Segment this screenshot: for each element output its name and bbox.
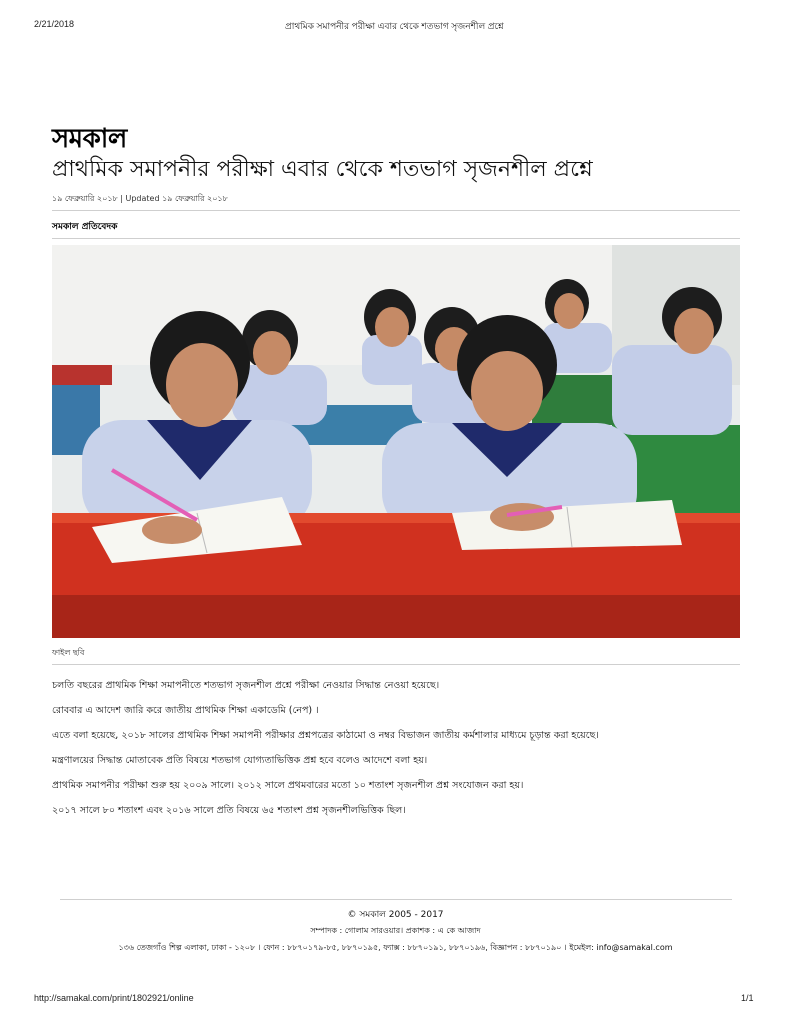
article-dateline: ১৯ ফেব্রুয়ারি ২০১৮ | Updated ১৯ ফেব্রুয়ারি ২০১৮ xyxy=(52,194,228,203)
print-date: 2/21/2018 xyxy=(34,19,75,29)
article-photo xyxy=(52,245,740,638)
footer-address-line: ১৩৬ তেজগাঁও শিল্প এলাকা, ঢাকা - ১২০৮ । ফোন : ৮৮৭০১৭৯-৮৫, ৮৮৭০১৯৫, ফ্যাক্স : ৮৮৭০১৯১, ৮৮৭০১৯৬, বিজ্ঞাপন : ৮৮৭০১৯০ । ইমেইল: info@samakal.com xyxy=(118,943,673,952)
divider xyxy=(52,664,740,665)
footer-editor-line: সম্পাদক : গোলাম সারওয়ার। প্রকাশক : এ কে আজাদ xyxy=(310,926,481,935)
article-headline: প্রাথমিক সমাপনীর পরীক্ষা এবার থেকে শতভাগ সৃজনশীল প্রশ্নে xyxy=(52,157,593,182)
photo-caption: ফাইল ছবি xyxy=(52,648,85,657)
article-paragraph: ২০১৭ সালে ৮০ শতাংশ এবং ২০১৬ সালে প্রতি বিষয়ে ৬৫ শতাংশ প্রশ্ন সৃজনশীলভিত্তিক ছিল। xyxy=(52,805,406,816)
print-title: প্রাথমিক সমাপনীর পরীক্ষা এবার থেকে শতভাগ সৃজনশীল প্রশ্নে xyxy=(285,21,504,31)
article-paragraph: মন্ত্রণালয়ের সিদ্ধান্ত মোতাবেক প্রতি বিষয়ে শতভাগ যোগ্যতাভিত্তিক প্রশ্ন হবে বলেও আদেশে বলা হয়। xyxy=(52,755,428,766)
print-page-number: 1/1 xyxy=(741,993,754,1003)
article-paragraph: প্রাথমিক সমাপনীর পরীক্ষা শুরু হয় ২০০৯ সালে। ২০১২ সালে প্রথমবারের মতো ১০ শতাংশ সৃজনশীল প্রশ্ন সংযোজন করা হয়। xyxy=(52,780,524,791)
article-paragraph: রোববার এ আদেশ জারি করে জাতীয় প্রাথমিক শিক্ষা একাডেমি (নেপ) । xyxy=(52,705,319,716)
article-paragraph: চলতি বছরের প্রাথমিক শিক্ষা সমাপনীতে শতভাগ সৃজনশীল প্রশ্নে পরীক্ষা নেওয়ার সিদ্ধান্ত নেওয়া হয়েছে। xyxy=(52,680,440,691)
print-url[interactable]: http://samakal.com/print/1802921/online xyxy=(34,993,194,1003)
footer-divider xyxy=(60,899,732,900)
footer-copyright: © সমকাল 2005 - 2017 xyxy=(347,910,444,920)
divider xyxy=(52,210,740,211)
site-logo[interactable]: সমকাল xyxy=(52,124,127,154)
article-paragraph: এতে বলা হয়েছে, ২০১৮ সালের প্রাথমিক শিক্ষা সমাপনী পরীক্ষার প্রশ্নপত্রের কাঠামো ও নম্বর বিভাজন জাতীয় কর্মশালার মাধ্যমে চূড়ান্ত করা হয়েছে। xyxy=(52,730,599,741)
divider xyxy=(52,238,740,239)
article-byline: সমকাল প্রতিবেদক xyxy=(52,222,118,232)
